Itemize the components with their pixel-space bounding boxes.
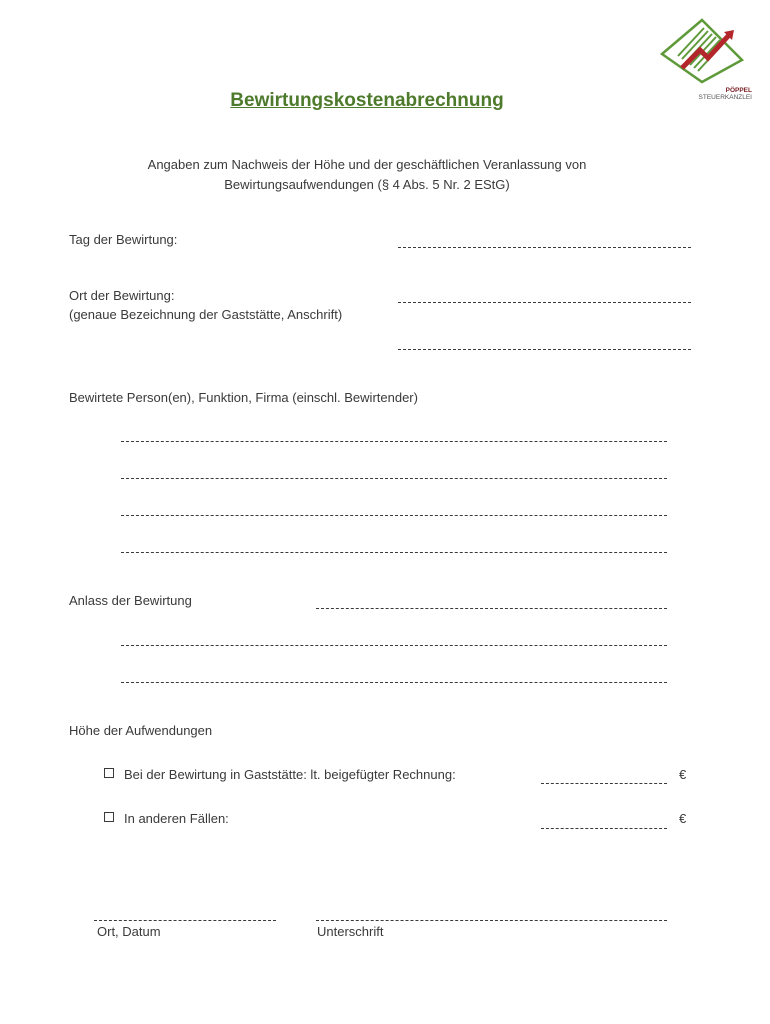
- signature-line[interactable]: [316, 920, 667, 921]
- page-title: Bewirtungskostenabrechnung: [230, 90, 504, 111]
- date-label: Tag der Bewirtung:: [69, 232, 178, 247]
- other-amount-line[interactable]: [541, 828, 667, 829]
- restaurant-checkbox[interactable]: [104, 768, 114, 778]
- place-date-line[interactable]: [94, 920, 276, 921]
- company-logo: [660, 18, 752, 100]
- amount-label: Höhe der Aufwendungen: [69, 723, 213, 738]
- location-line-1[interactable]: [398, 302, 691, 303]
- currency-symbol-2: €: [679, 811, 687, 826]
- location-label: Ort der Bewirtung:: [69, 288, 175, 303]
- date-line[interactable]: [398, 247, 691, 248]
- guests-line-4[interactable]: [121, 552, 667, 553]
- occasion-label: Anlass der Bewirtung: [69, 593, 192, 608]
- signature-label: Unterschrift: [317, 924, 384, 939]
- occasion-line-1[interactable]: [316, 608, 667, 609]
- currency-symbol-1: €: [679, 767, 687, 782]
- logo-name: PÖPPEL: [725, 87, 752, 94]
- place-date-label: Ort, Datum: [97, 924, 161, 939]
- occasion-line-3[interactable]: [121, 682, 667, 683]
- guests-label: Bewirtete Person(en), Funktion, Firma (einschl. Bewirtender): [69, 390, 418, 405]
- logo-subtitle: STEUERKANZLEI: [698, 94, 752, 101]
- location-hint: (genaue Bezeichnung der Gaststätte, Anschrift): [69, 307, 343, 322]
- intro-line-1: Angaben zum Nachweis der Höhe und der geschäftlichen Veranlassung von: [147, 157, 587, 172]
- occasion-line-2[interactable]: [121, 645, 667, 646]
- restaurant-option-label: Bei der Bewirtung in Gaststätte: lt. beigefügter Rechnung:: [124, 767, 456, 782]
- restaurant-amount-line[interactable]: [541, 783, 667, 784]
- other-checkbox[interactable]: [104, 812, 114, 822]
- other-option-label: In anderen Fällen:: [124, 811, 229, 826]
- guests-line-3[interactable]: [121, 515, 667, 516]
- location-line-2[interactable]: [398, 349, 691, 350]
- logo-mark-icon: [660, 18, 752, 84]
- guests-line-1[interactable]: [121, 441, 667, 442]
- intro-line-2: Bewirtungsaufwendungen (§ 4 Abs. 5 Nr. 2 EStG): [224, 177, 510, 192]
- guests-line-2[interactable]: [121, 478, 667, 479]
